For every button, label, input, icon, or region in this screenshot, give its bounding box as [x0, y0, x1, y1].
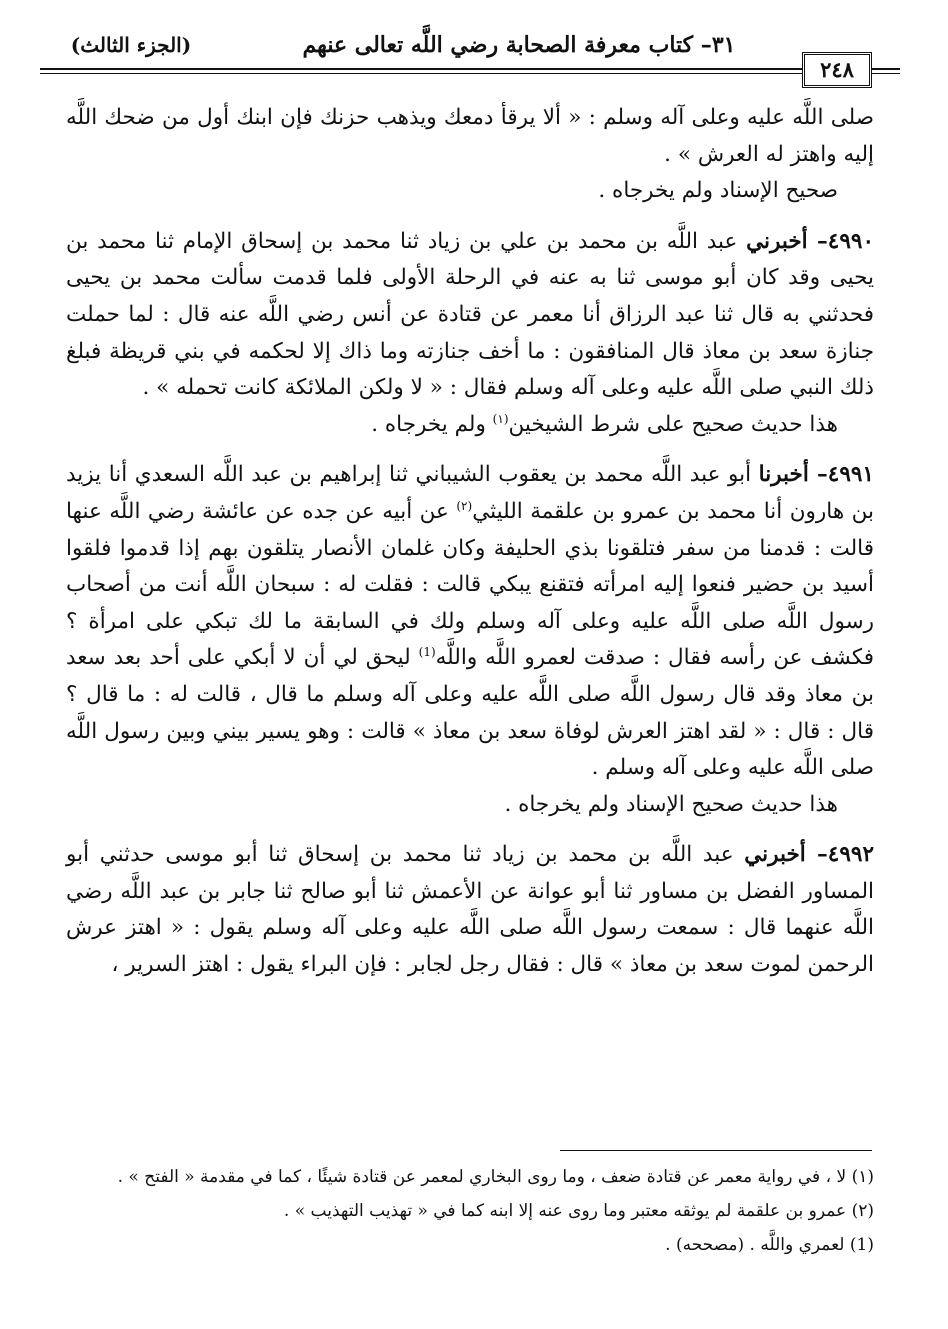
continuation-paragraph — [66, 100, 874, 173]
hadith-4990 — [66, 224, 874, 407]
verdict-line — [66, 787, 874, 824]
hadith-4992 — [66, 837, 874, 983]
verdict-text: هذا حديث صحيح الإسناد ولم يخرجاه . — [504, 791, 838, 817]
hadith-text: عبد اللَّه بن محمد بن زياد ثنا محمد بن إسحاق ثنا أبو موسى حدثني أبو المساور الفضل بن مساور ثنا أبو عوانة عن الأعمش ثنا أبو صالح ثنا جابر بن عبد اللَّه رضي اللَّه عنهما قال : سمعت رسول اللَّه صلى اللَّه عليه وعلى آله وسلم يقول : « اهتز عرش الرحمن لموت سعد بن معاذ » قال : فقال رجل لجابر : فإن البراء يقول : اهتز السرير ، — [66, 842, 874, 978]
footnote-ref[interactable]: (١) — [492, 411, 509, 426]
hadith-dash: – — [808, 462, 828, 488]
hadith-lead: أخبرني — [746, 228, 808, 254]
header-rule — [40, 68, 900, 70]
footnotes — [66, 1160, 874, 1262]
hadith-text: عبد اللَّه بن محمد بن علي بن زياد ثنا محمد بن إسحاق الإمام ثنا محمد بن يحيى وقد كان أبو موسى ثنا به عنه في الرحلة الأولى فلما قدمت سألت محمد بن يحيى فحدثني به قال ثنا عبد الرزاق أنا معمر عن قتادة عن أنس رضي اللَّه عنه قال : لما حملت جنازة سعد بن معاذ قال المنافقون : ما أخف جنازته وما ذاك إلا لحكمه في بني قريظة فبلغ ذلك النبي صلى اللَّه عليه وعلى آله وسلم فقال : « لا ولكن الملائكة كانت تحمله » . — [66, 228, 874, 401]
footnote-separator — [560, 1150, 872, 1151]
main-text — [66, 100, 874, 984]
volume-label: (الجزء الثالث) — [70, 33, 192, 57]
hadith-dash: – — [807, 228, 828, 254]
page-number-box: ٢٤٨ — [802, 52, 872, 88]
footnote-ref[interactable]: (٢) — [456, 498, 473, 513]
footnote-1: (١) لا ، في رواية معمر عن قتادة ضعف ، وما روى البخاري لمعمر عن قتادة شيئًا ، كما في مقدمة « الفتح » . — [117, 1167, 874, 1187]
verdict-line — [66, 407, 874, 444]
verdict-text: هذا حديث صحيح على شرط الشيخين — [508, 411, 838, 437]
footnote-2: (٢) عمرو بن علقمة لم يوثقه معتبر وما روى عنه إلا ابنه كما في « تهذيب التهذيب » . — [283, 1201, 874, 1221]
footnote-3: (1) لعمري واللَّه . (مصححه) . — [665, 1235, 874, 1255]
verdict-line — [66, 173, 874, 210]
paragraph-text: صلى اللَّه عليه وعلى آله وسلم : « ألا يرقأ دمعك ويذهب حزنك فإن ابنك أول من ضحك اللَّه إليه واهتز له العرش » . — [66, 105, 874, 167]
chapter-title: ٣١– كتاب معرفة الصحابة رضي اللَّه تعالى عنهم — [302, 32, 736, 58]
hadith-4991 — [66, 457, 874, 786]
hadith-text-end: ليحق لي أن لا أبكي على أحد بعد سعد بن معاذ وقد قال رسول اللَّه صلى اللَّه عليه وعلى آله وسلم ما قال ، قالت له : ما قال ؟ قال : قال : « لقد اهتز العرش لوفاة سعد بن معاذ » قالت : وهو يسير بيني وبين رسول اللَّه صلى اللَّه عليه وعلى آله وسلم . — [66, 645, 874, 781]
hadith-dash: – — [805, 842, 828, 868]
footnote-ref[interactable]: (1) — [418, 645, 436, 660]
verdict-text: صحيح الإسناد ولم يخرجاه . — [598, 178, 838, 204]
header-rule-thin — [40, 73, 900, 74]
hadith-text-mid: عن أبيه عن جده عن عائشة رضي اللَّه عنها قالت : قدمنا من سفر فتلقونا بذي الحليفة وكان غلمان الأنصار يتلقون بهم إذا قدموا فلقوا أسيد بن حضير فنعوا إليه امرأته فتقنع يبكي قالت : فقلت له : سبحان اللَّه أنت من أصحاب رسول اللَّه صلى اللَّه عليه وعلى آله وسلم ولك في السابقة ما لك تبكي على امرأة ؟ فكشف عن رأسه فقال : صدقت لعمرو اللَّه واللَّه — [66, 498, 874, 671]
hadith-number: ٤٩٩١ — [827, 462, 874, 488]
verdict-text-end: ولم يخرجاه . — [371, 411, 493, 437]
hadith-number: ٤٩٩٢ — [827, 842, 874, 868]
hadith-lead: أخبرني — [744, 842, 806, 868]
hadith-text: أبو عبد اللَّه محمد بن يعقوب الشيباني ثنا إبراهيم بن عبد اللَّه السعدي أنا يزيد بن هارون أنا محمد بن عمرو بن علقمة الليثي — [66, 462, 875, 524]
hadith-lead: أخبرنا — [758, 462, 809, 488]
hadith-number: ٤٩٩٠ — [827, 228, 874, 254]
